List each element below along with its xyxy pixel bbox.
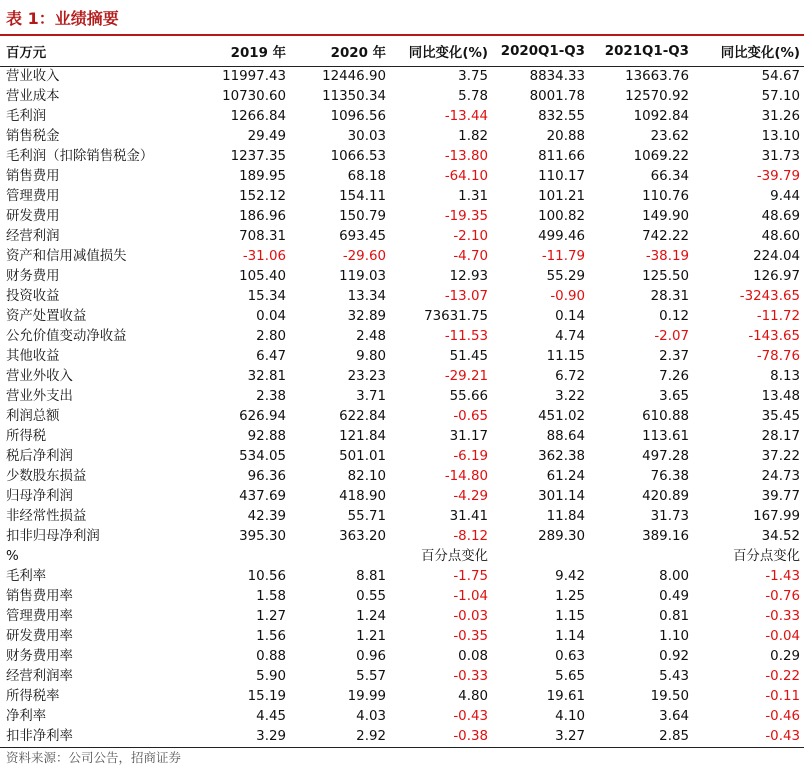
table-cell: 0.14 [555, 309, 585, 324]
row-label: 利润总额 [6, 409, 60, 424]
table-row [0, 447, 804, 467]
table-cell: 1.14 [555, 629, 585, 644]
row-label: % [6, 549, 19, 564]
table-cell: 34.52 [761, 529, 800, 544]
table-cell: 420.89 [642, 489, 689, 504]
table-row [0, 687, 804, 707]
table-cell: -3243.65 [739, 289, 800, 304]
source-note: 资料来源：公司公告，招商证券 [6, 750, 182, 765]
table-cell: 418.90 [339, 489, 386, 504]
table-cell: 88.64 [546, 429, 585, 444]
row-label: 资产处置收益 [6, 309, 87, 324]
table-cell: -1.04 [453, 589, 488, 604]
table-cell: -11.72 [756, 309, 800, 324]
table-cell: 0.12 [659, 309, 689, 324]
table-row [0, 107, 804, 127]
table-cell: 28.31 [650, 289, 689, 304]
row-label: 营业收入 [6, 69, 60, 84]
table-cell: -4.29 [453, 489, 488, 504]
table-cell: 92.88 [247, 429, 286, 444]
row-label: 营业外收入 [6, 369, 73, 384]
table-cell: 19.61 [546, 689, 585, 704]
table-cell: 1.31 [458, 189, 488, 204]
table-cell: 110.17 [538, 169, 585, 184]
row-label: 经营利润率 [6, 669, 73, 684]
table-cell: 101.21 [538, 189, 585, 204]
header-yoy-quarterly: 同比变化(%) [693, 37, 804, 67]
table-cell: 48.69 [761, 209, 800, 224]
title-divider [0, 34, 804, 36]
table-cell: 6.47 [256, 349, 286, 364]
table-cell: -29.21 [444, 369, 488, 384]
table-cell: -6.19 [453, 449, 488, 464]
table-cell: 1092.84 [633, 109, 689, 124]
table-cell: 622.84 [339, 409, 386, 424]
table-cell: 5.65 [555, 669, 585, 684]
table-cell: 1.56 [256, 629, 286, 644]
table-cell: 610.88 [642, 409, 689, 424]
row-label: 销售费用率 [6, 589, 73, 604]
table-cell: 9.80 [356, 349, 386, 364]
row-label: 毛利润（扣除销售税金） [6, 149, 154, 164]
table-cell: 10.56 [247, 569, 286, 584]
table-row [0, 247, 804, 267]
table-cell: 708.31 [239, 229, 286, 244]
table-cell: 13.48 [761, 389, 800, 404]
table-cell: 12.93 [449, 269, 488, 284]
table-cell: -31.06 [242, 249, 286, 264]
table-cell: 451.02 [538, 409, 585, 424]
row-label: 财务费用率 [6, 649, 73, 664]
header-2020: 2020 年 [290, 37, 390, 67]
table-cell: -0.43 [453, 709, 488, 724]
table-cell: 15.19 [247, 689, 286, 704]
row-label: 研发费用 [6, 209, 60, 224]
table-cell: 497.28 [642, 449, 689, 464]
table-cell: 55.29 [546, 269, 585, 284]
header-2019: 2019 年 [214, 37, 290, 67]
row-label: 归母净利润 [6, 489, 73, 504]
table-cell: 121.84 [339, 429, 386, 444]
table-cell: -78.76 [756, 349, 800, 364]
table-cell: -39.79 [756, 169, 800, 184]
table-cell: 28.17 [761, 429, 800, 444]
table-cell: -11.53 [444, 329, 488, 344]
table-cell: -0.33 [453, 669, 488, 684]
table-cell: 499.46 [538, 229, 585, 244]
table-cell: 66.34 [650, 169, 689, 184]
table-cell: 2.38 [256, 389, 286, 404]
table-row [0, 547, 804, 567]
table-cell: 0.08 [458, 649, 488, 664]
table-cell [492, 547, 589, 567]
table-cell [589, 547, 693, 567]
table-row [0, 367, 804, 387]
row-label: 销售税金 [6, 129, 60, 144]
table-cell: 1096.56 [330, 109, 386, 124]
table-cell: -11.79 [541, 249, 585, 264]
table-cell: 113.61 [642, 429, 689, 444]
table-cell: 4.45 [256, 709, 286, 724]
table-cell: 30.03 [347, 129, 386, 144]
table-cell: 37.22 [761, 449, 800, 464]
table-cell: -4.70 [453, 249, 488, 264]
table-cell: 0.49 [659, 589, 689, 604]
table-row [0, 647, 804, 667]
table-cell: 9.44 [770, 189, 800, 204]
table-cell: 8001.78 [529, 89, 585, 104]
table-cell: 76.38 [650, 469, 689, 484]
table-cell: 186.96 [239, 209, 286, 224]
table-cell: 12446.90 [322, 69, 386, 84]
table-cell: -19.35 [444, 209, 488, 224]
table-cell: 5.43 [659, 669, 689, 684]
table-cell: 39.77 [761, 489, 800, 504]
financial-summary-table [0, 37, 804, 748]
table-row [0, 307, 804, 327]
table-cell: 1.58 [256, 589, 286, 604]
table-cell: 10730.60 [222, 89, 286, 104]
header-2020q1q3: 2020Q1-Q3 [492, 37, 589, 67]
table-cell: 1.24 [356, 609, 386, 624]
table-cell: 2.85 [589, 727, 693, 748]
table-cell: 1.10 [659, 629, 689, 644]
row-label: 营业外支出 [6, 389, 73, 404]
table-cell: -29.60 [342, 249, 386, 264]
table-cell: 31.26 [761, 109, 800, 124]
table-row [0, 587, 804, 607]
table-cell: 363.20 [339, 529, 386, 544]
row-label: 毛利润 [6, 109, 47, 124]
table-row [0, 607, 804, 627]
table-cell: 31.73 [650, 509, 689, 524]
row-label: 经营利润 [6, 229, 60, 244]
table-cell: -2.07 [654, 329, 689, 344]
table-cell: -13.80 [444, 149, 488, 164]
table-row [0, 407, 804, 427]
row-label: 少数股东损益 [6, 469, 87, 484]
table-row [0, 567, 804, 587]
table-cell: 534.05 [239, 449, 286, 464]
table-cell: 8834.33 [529, 69, 585, 84]
table-cell: -0.03 [453, 609, 488, 624]
table-cell: 百分点变化 [421, 549, 488, 564]
table-cell: 7.26 [659, 369, 689, 384]
table-cell: 32.89 [347, 309, 386, 324]
table-row [0, 347, 804, 367]
row-label: 净利率 [6, 709, 47, 724]
table-cell: 11.15 [546, 349, 585, 364]
table-cell: -1.75 [453, 569, 488, 584]
table-row [0, 527, 804, 547]
table-cell: 31.73 [761, 149, 800, 164]
table-cell: 1.25 [555, 589, 585, 604]
table-cell: 0.96 [356, 649, 386, 664]
table-cell: 57.10 [761, 89, 800, 104]
table-cell: 55.71 [347, 509, 386, 524]
table-cell: 61.24 [546, 469, 585, 484]
table-cell: 3.75 [458, 69, 488, 84]
table-cell: 1.82 [458, 129, 488, 144]
table-cell: 19.50 [650, 689, 689, 704]
table-cell: 9.42 [555, 569, 585, 584]
table-cell: 3.71 [356, 389, 386, 404]
table-cell: 0.88 [256, 649, 286, 664]
row-label: 研发费用率 [6, 629, 73, 644]
table-row [0, 227, 804, 247]
table-cell: 5.90 [256, 669, 286, 684]
table-cell: -64.10 [444, 169, 488, 184]
table-row [0, 167, 804, 187]
table-cell: -0.46 [765, 709, 800, 724]
table-cell: 105.40 [239, 269, 286, 284]
table-cell: 626.94 [239, 409, 286, 424]
table-cell: 2.48 [356, 329, 386, 344]
table-cell: 693.45 [339, 229, 386, 244]
table-cell: 15.34 [247, 289, 286, 304]
row-label: 管理费用率 [6, 609, 73, 624]
table-cell: 1237.35 [230, 149, 286, 164]
header-2021q1q3: 2021Q1-Q3 [589, 37, 693, 67]
table-cell: 2.37 [659, 349, 689, 364]
table-cell: 8.13 [770, 369, 800, 384]
table-row [0, 207, 804, 227]
table-cell: 3.64 [659, 709, 689, 724]
row-label: 销售费用 [6, 169, 60, 184]
table-cell: 23.62 [650, 129, 689, 144]
table-cell: 289.30 [538, 529, 585, 544]
table-cell: -13.44 [444, 109, 488, 124]
table-cell [290, 547, 390, 567]
table-row [0, 67, 804, 88]
table-cell: 6.72 [555, 369, 585, 384]
table-cell: 0.04 [256, 309, 286, 324]
table-row [0, 467, 804, 487]
table-row [0, 507, 804, 527]
table-cell: 1.21 [356, 629, 386, 644]
table-row [0, 667, 804, 687]
table-cell: 13.34 [347, 289, 386, 304]
table-cell: 4.03 [356, 709, 386, 724]
table-title: 表 1：业绩摘要 [6, 9, 119, 28]
table-row [0, 707, 804, 727]
row-label: 非经常性损益 [6, 509, 87, 524]
table-row [0, 87, 804, 107]
row-label: 资产和信用减值损失 [6, 249, 127, 264]
table-row [0, 127, 804, 147]
table-cell: 48.60 [761, 229, 800, 244]
table-row [0, 427, 804, 447]
table-cell: -143.65 [748, 329, 800, 344]
table-cell: -0.35 [453, 629, 488, 644]
table-cell: 11.84 [546, 509, 585, 524]
table-cell: 31.41 [449, 509, 488, 524]
table-row [0, 387, 804, 407]
table-cell: 152.12 [239, 189, 286, 204]
header-unit: 百万元 [0, 37, 214, 67]
table-cell: 32.81 [247, 369, 286, 384]
row-label: 营业成本 [6, 89, 60, 104]
row-label: 税后净利润 [6, 449, 73, 464]
table-cell: -0.38 [390, 727, 492, 748]
table-cell: 68.18 [347, 169, 386, 184]
table-cell: 1266.84 [230, 109, 286, 124]
table-cell: 125.50 [642, 269, 689, 284]
table-cell: 224.04 [753, 249, 800, 264]
table-cell: -0.33 [765, 609, 800, 624]
table-cell: -8.12 [453, 529, 488, 544]
table-cell: 1069.22 [633, 149, 689, 164]
table-cell: -38.19 [645, 249, 689, 264]
table-cell: 23.23 [347, 369, 386, 384]
table-cell: 11350.34 [322, 89, 386, 104]
row-label: 所得税率 [6, 689, 60, 704]
table-cell: 百分点变化 [733, 549, 800, 564]
table-cell: 31.17 [449, 429, 488, 444]
row-label: 其他收益 [6, 349, 60, 364]
table-cell: 811.66 [538, 149, 585, 164]
table-row [0, 487, 804, 507]
table-cell: 110.76 [642, 189, 689, 204]
table-cell: 42.39 [247, 509, 286, 524]
table-cell: 501.01 [339, 449, 386, 464]
table-cell: 20.88 [546, 129, 585, 144]
table-cell: -14.80 [444, 469, 488, 484]
table-cell: 4.74 [555, 329, 585, 344]
table-cell: 96.36 [247, 469, 286, 484]
table-row [0, 187, 804, 207]
table-cell: 832.55 [538, 109, 585, 124]
table-cell: 301.14 [538, 489, 585, 504]
table-cell: 11997.43 [222, 69, 286, 84]
row-label: 财务费用 [6, 269, 60, 284]
table-cell: 4.10 [555, 709, 585, 724]
table-cell: 437.69 [239, 489, 286, 504]
row-label: 公允价值变动净收益 [6, 329, 127, 344]
table-cell: 742.22 [642, 229, 689, 244]
table-row [0, 327, 804, 347]
table-cell: 4.80 [458, 689, 488, 704]
header-row [0, 37, 804, 67]
table-cell: 3.29 [214, 727, 290, 748]
row-label: 扣非归母净利润 [6, 529, 100, 544]
table-row [0, 727, 804, 748]
table-cell: 82.10 [347, 469, 386, 484]
table-cell: 13663.76 [625, 69, 689, 84]
table-cell: 13.10 [761, 129, 800, 144]
table-cell: 395.30 [239, 529, 286, 544]
table-cell: 0.81 [659, 609, 689, 624]
table-cell: -2.10 [453, 229, 488, 244]
table-cell: 3.22 [555, 389, 585, 404]
table-cell: 0.55 [356, 589, 386, 604]
table-cell: 167.99 [753, 509, 800, 524]
table-cell: 1066.53 [330, 149, 386, 164]
table-cell: 154.11 [339, 189, 386, 204]
table-cell: 1.27 [256, 609, 286, 624]
table-cell: 0.63 [555, 649, 585, 664]
table-cell: 2.80 [256, 329, 286, 344]
table-cell: 150.79 [339, 209, 386, 224]
table-cell: 12570.92 [625, 89, 689, 104]
table-cell: -0.11 [765, 689, 800, 704]
table-cell: 8.00 [659, 569, 689, 584]
table-row [0, 267, 804, 287]
row-label: 管理费用 [6, 189, 60, 204]
table-cell: -0.65 [453, 409, 488, 424]
table-cell: 1.15 [555, 609, 585, 624]
table-cell: 5.57 [356, 669, 386, 684]
table-cell: 3.65 [659, 389, 689, 404]
table-cell: -0.43 [693, 727, 804, 748]
table-cell: 8.81 [356, 569, 386, 584]
table-cell: 3.27 [492, 727, 589, 748]
table-cell: -0.90 [550, 289, 585, 304]
table-row [0, 627, 804, 647]
table-cell: 0.92 [659, 649, 689, 664]
table-cell: 389.16 [642, 529, 689, 544]
table-row [0, 287, 804, 307]
table-cell: 54.67 [761, 69, 800, 84]
table-cell: 119.03 [339, 269, 386, 284]
row-label: 投资收益 [6, 289, 60, 304]
table-cell: 51.45 [449, 349, 488, 364]
table-cell: 5.78 [458, 89, 488, 104]
table-row [0, 147, 804, 167]
row-label: 毛利率 [6, 569, 47, 584]
table-cell: -0.04 [765, 629, 800, 644]
table-cell: 189.95 [239, 169, 286, 184]
row-label: 所得税 [6, 429, 47, 444]
row-label: 扣非净利率 [0, 727, 214, 748]
table-cell: 362.38 [538, 449, 585, 464]
table-cell: -0.76 [765, 589, 800, 604]
table-cell [214, 547, 290, 567]
table-cell: 100.82 [538, 209, 585, 224]
table-cell: -0.22 [765, 669, 800, 684]
table-cell: -1.43 [765, 569, 800, 584]
table-cell: 55.66 [449, 389, 488, 404]
table-cell: 2.92 [290, 727, 390, 748]
header-yoy-annual: 同比变化(%) [390, 37, 492, 67]
table-cell: 126.97 [753, 269, 800, 284]
table-cell: 35.45 [761, 409, 800, 424]
table-cell: 24.73 [761, 469, 800, 484]
table-cell: 19.99 [347, 689, 386, 704]
table-cell: 73631.75 [424, 309, 488, 324]
table-cell: 0.29 [770, 649, 800, 664]
table-cell: -13.07 [444, 289, 488, 304]
table-cell: 149.90 [642, 209, 689, 224]
table-cell: 29.49 [247, 129, 286, 144]
